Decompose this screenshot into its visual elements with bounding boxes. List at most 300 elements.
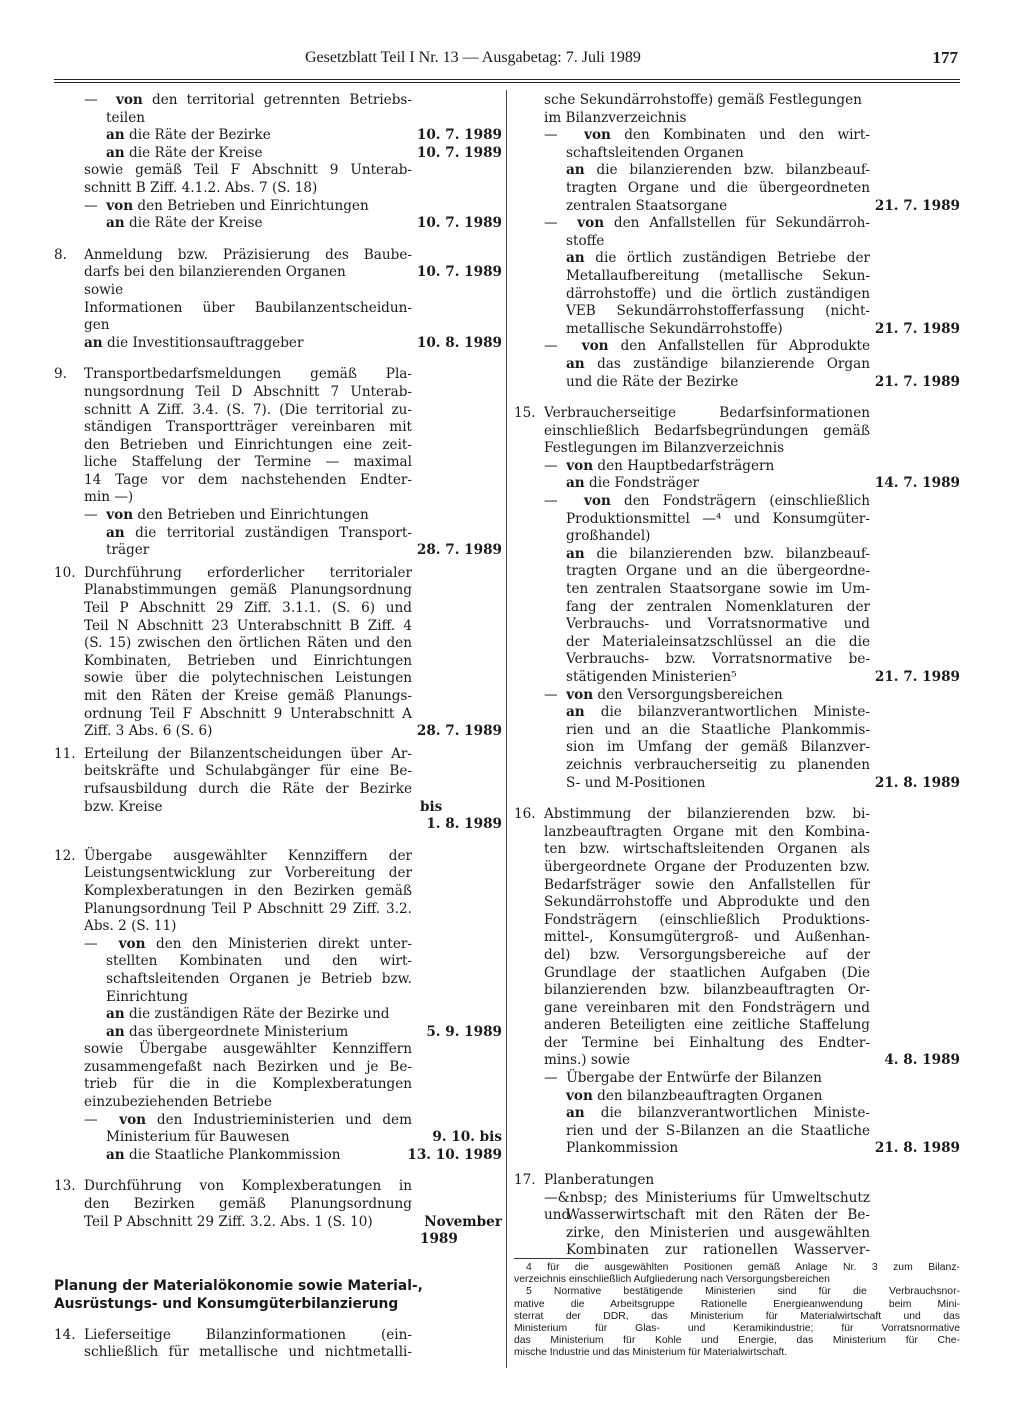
- text-line: [514, 616, 960, 634]
- line-text: rien und an die Staatliche Plankommis-: [566, 721, 870, 738]
- footnotes: [514, 1262, 960, 1360]
- text-line: [54, 1214, 502, 1232]
- line-text: Komplexberatungen in den Bezirken gemäß: [84, 882, 412, 899]
- line-text: —&nbsp; des Ministeriums für Umweltschutz und: [544, 1189, 870, 1224]
- line-text: — von den Industrieministerien und dem: [84, 1111, 412, 1128]
- text-line: [54, 1059, 502, 1077]
- line-text: der Materialeinsatzschlüssel an die die: [566, 633, 870, 650]
- line-text: mit den Räten der Kreise gemäß Planungs-: [84, 688, 412, 704]
- text-line: [54, 763, 502, 781]
- line-text: Anmeldung bzw. Präzisierung des Baube-: [84, 246, 412, 263]
- line-text: Festlegungen im Bilanzverzeichnis: [544, 440, 785, 457]
- text-line: [514, 1207, 960, 1225]
- text-line: [514, 92, 960, 110]
- text-line: [514, 268, 960, 286]
- text-line: [54, 953, 502, 971]
- text-line: [54, 816, 502, 834]
- line-text: Einrichtung: [106, 988, 188, 1005]
- footnote-line: mische Industrie und das Ministerium für Materialwirtschaft.: [514, 1347, 788, 1359]
- deadline-date: 10. 8. 1989: [416, 334, 502, 351]
- text-line: [514, 528, 960, 546]
- header-rule: [54, 79, 960, 80]
- spacer: [54, 1313, 502, 1327]
- text-line: [54, 600, 502, 618]
- line-text: Planabstimmungen gemäß Planungsordnung: [84, 582, 412, 599]
- text-line: [54, 1147, 502, 1165]
- spacer: [54, 233, 502, 247]
- text-line: [54, 247, 502, 265]
- line-text: an die bilanzverantwortlichen Ministe-: [566, 704, 870, 721]
- text-line: [54, 1041, 502, 1059]
- line-text: Kombinaten zur rationellen Wasserver-: [566, 1242, 870, 1259]
- line-text: Verbraucherseitige Bedarfsinformationen: [544, 405, 870, 422]
- text-line: [514, 775, 960, 793]
- line-text: an die Räte der Kreise: [106, 144, 263, 161]
- section-heading: Planung der Materialökonomie sowie Material-,: [54, 1277, 423, 1294]
- line-text: Wasserwirtschaft mit den Räten der Be-: [566, 1207, 870, 1224]
- page-number: 177: [932, 48, 958, 67]
- line-text: Teil P Abschnitt 29 Ziff. 3.1.1. (S. 6) und: [84, 600, 412, 617]
- deadline-date: 28. 7. 1989: [416, 542, 502, 559]
- line-text: schnitt B Ziff. 4.1.2. Abs. 7 (S. 18): [84, 179, 318, 196]
- footnote-line: das Ministerium für Kohle und Energie, das Ministerium für Che-: [514, 1335, 960, 1347]
- line-text: sowie Übergabe ausgewählter Kennziffern: [84, 1041, 412, 1058]
- text-line: [514, 493, 960, 511]
- text-line: [514, 321, 960, 339]
- line-text: sowie: [84, 281, 124, 298]
- line-text: Durchführung erforderlicher territorialer: [84, 564, 412, 581]
- text-line: [514, 511, 960, 529]
- item-number: 17.: [514, 1172, 536, 1189]
- line-text: ten bzw. wirtschaftsleitenden Organen als: [544, 841, 870, 858]
- item-number: 15.: [514, 405, 536, 422]
- text-line: [54, 507, 502, 525]
- text-line: [514, 704, 960, 722]
- text-line: [514, 215, 960, 233]
- text-line: [514, 374, 960, 392]
- line-text: schnitt A Ziff. 3.4. (S. 7). (Die territorial zu-: [84, 401, 412, 418]
- right-column: [514, 92, 960, 1260]
- line-text: — von den Hauptbedarfsträgern: [544, 457, 775, 474]
- text-line: [54, 848, 502, 866]
- line-text: — von den Kombinaten und den wirt-: [544, 127, 870, 144]
- line-text: einzubeziehenden Betriebe: [84, 1094, 272, 1111]
- line-text: stellten Kombinaten und den wirt-: [106, 953, 412, 970]
- text-line: [54, 653, 502, 671]
- deadline-date: 10. 7. 1989: [416, 144, 502, 161]
- section-heading: Ausrüstungs- und Konsumgüterbilanzierung: [54, 1295, 399, 1312]
- text-line: [514, 1172, 960, 1190]
- spacer: [54, 352, 502, 366]
- text-line: [514, 739, 960, 757]
- line-text: rien und der S-Bilanzen an die Staatliche: [566, 1122, 870, 1139]
- text-line: [54, 1112, 502, 1130]
- deadline-date: 1. 8. 1989: [426, 816, 502, 833]
- text-line: [514, 475, 960, 493]
- text-line: [514, 127, 960, 145]
- spacer: [54, 834, 502, 848]
- footnote-line: 4 für die ausgewählten Positionen gemäß Anlage Nr. 3 zum Bilanz-: [526, 1262, 960, 1273]
- line-text: trieb für die in die Komplexberatungen: [84, 1076, 412, 1093]
- line-text: an die Investitionsauftraggeber: [84, 334, 304, 351]
- text-line: [54, 565, 502, 583]
- item-number: 12.: [54, 847, 76, 864]
- line-text: an das zuständige bilanzierende Organ: [566, 355, 870, 372]
- text-line: [54, 989, 502, 1007]
- line-text: Verbrauchs- und Vorratsnormative und: [566, 616, 870, 633]
- deadline-date: 13. 10. 1989: [407, 1146, 502, 1163]
- text-line: [514, 162, 960, 180]
- text-line: [514, 546, 960, 564]
- text-line: [54, 215, 502, 233]
- deadline-date: 10. 7. 1989: [416, 215, 502, 232]
- header-title: Gesetzblatt Teil I Nr. 13 — Ausgabetag: 7. Juli 1989: [305, 49, 641, 66]
- line-text: — von den Anfallstellen für Sekundärroh-: [544, 215, 870, 232]
- deadline-date: 4. 8. 1989: [884, 1052, 960, 1069]
- text-line: [514, 1052, 960, 1070]
- text-line: [54, 437, 502, 455]
- line-text: anderen Beteiligten eine zeitliche Staffelung: [544, 1017, 870, 1034]
- deadline-date: November: [424, 1213, 502, 1230]
- line-text: metallische Sekundärrohstoffe): [566, 320, 783, 337]
- text-line: [514, 233, 960, 251]
- line-text: 14 Tage vor dem nachstehenden Endter-: [84, 471, 412, 488]
- text-line: [54, 335, 502, 353]
- line-text: — von den Fondsträgern (einschließlich: [544, 493, 870, 510]
- text-line: [514, 423, 960, 441]
- text-line: [514, 894, 960, 912]
- text-line: [54, 1178, 502, 1196]
- text-line: [514, 912, 960, 930]
- line-text: an die Räte der Bezirke: [106, 127, 271, 144]
- text-line: [54, 162, 502, 180]
- deadline-date: 21. 7. 1989: [874, 669, 960, 685]
- text-line: [514, 110, 960, 128]
- line-text: zeichnis verbraucherseitig zu planenden: [566, 756, 870, 773]
- text-line: [54, 300, 502, 318]
- text-line: [514, 669, 960, 687]
- line-text: Leistungsentwicklung zur Vorbereitung der: [84, 865, 412, 882]
- line-text: zentralen Staatsorgane: [566, 197, 728, 214]
- text-line: [54, 781, 502, 799]
- footnote-line: sterrat der DDR, das Ministerium für Materialwirtschaft und das: [514, 1310, 960, 1322]
- footnote-line: verzeichnis einschließlich Aufgliederung nach Versorgungsbereichen: [514, 1274, 830, 1286]
- line-text: Verbrauchs- bzw. Vorratsnormative be-: [566, 651, 870, 668]
- line-text: schaftsleitenden Organen: [566, 144, 744, 161]
- text-line: [514, 1105, 960, 1123]
- line-text: Teil P Abschnitt 29 Ziff. 3.2. Abs. 1 (S. 10): [84, 1213, 373, 1230]
- line-text: Plankommission: [566, 1140, 679, 1157]
- line-text: Abstimmung der bilanzierenden bzw. bi-: [544, 806, 870, 823]
- text-line: [514, 859, 960, 877]
- deadline-date: 5. 9. 1989: [426, 1023, 502, 1040]
- line-text: Grundlage der staatlichen Aufgaben (Die: [544, 964, 870, 981]
- line-text: Übergabe ausgewählter Kennziffern der: [84, 847, 412, 864]
- spacer: [514, 391, 960, 405]
- text-line: [54, 366, 502, 384]
- line-text: — von den Versorgungsbereichen: [544, 686, 783, 703]
- text-line: [514, 947, 960, 965]
- line-text: an die bilanzierenden bzw. bilanzbeauf-: [566, 162, 870, 179]
- item-number: 14.: [54, 1326, 76, 1343]
- line-text: gane vereinbaren mit den Fondsträgern und: [544, 999, 870, 1016]
- deadline-date: 10. 7. 1989: [416, 127, 502, 144]
- deadline-date: 21. 7. 1989: [874, 320, 960, 337]
- item-number: 8.: [54, 246, 67, 263]
- line-text: gen: [84, 317, 110, 334]
- text-line: [54, 384, 502, 402]
- text-line: [514, 599, 960, 617]
- line-text: an die zuständigen Räte der Bezirke und: [106, 1006, 390, 1023]
- line-text: zirke, den Ministerien und ausgewählten: [566, 1224, 870, 1241]
- line-text: sion im Umfang der gemäß Bilanzver-: [566, 739, 870, 756]
- footnote-line: 5 Normative bestätigende Ministerien sind für die Verbrauchsnor-: [526, 1286, 960, 1298]
- deadline-date: 21. 7. 1989: [874, 197, 960, 214]
- spacer: [54, 1263, 502, 1277]
- spacer: [54, 1164, 502, 1178]
- line-text: an das übergeordnete Ministerium: [106, 1023, 349, 1040]
- line-text: stätigenden Ministerien⁵: [566, 669, 737, 685]
- text-line: [514, 722, 960, 740]
- text-line: [54, 1094, 502, 1112]
- line-text: — Übergabe der Entwürfe der Bilanzen: [544, 1070, 822, 1087]
- line-text: mins.) sowie: [544, 1052, 631, 1069]
- text-line: [54, 472, 502, 490]
- line-text: sche Sekundärrohstoffe) gemäß Festlegungen: [544, 92, 862, 108]
- text-line: [514, 1140, 960, 1158]
- deadline-date: 14. 7. 1989: [874, 475, 960, 492]
- text-line: [514, 458, 960, 476]
- text-line: [54, 936, 502, 954]
- line-text: träger: [106, 542, 150, 559]
- line-text: stoffe: [566, 232, 605, 249]
- running-header: [305, 44, 960, 72]
- line-text: VEB Sekundärrohstofferfassung (nicht-: [566, 303, 870, 320]
- text-line: [54, 883, 502, 901]
- text-line: [514, 440, 960, 458]
- deadline-date: 21. 8. 1989: [874, 774, 960, 791]
- line-text: ten zentralen Staatsorgane sowie im Um-: [566, 581, 870, 598]
- line-text: därrohstoffe) und die örtlich zuständigen: [566, 285, 870, 302]
- line-text: min —): [84, 489, 134, 506]
- text-line: [54, 1129, 502, 1147]
- line-text: liche Staffelung der Termine — maximal: [84, 454, 412, 471]
- line-text: schaftsleitenden Organen je Betrieb bzw.: [106, 970, 412, 987]
- text-line: [514, 687, 960, 705]
- line-text: Planungsordnung Teil P Abschnitt 29 Ziff. 3.2.: [84, 900, 412, 917]
- left-column: [54, 92, 502, 1362]
- text-line: [54, 1196, 502, 1214]
- line-text: sowie gemäß Teil F Abschnitt 9 Unterab-: [84, 162, 412, 179]
- line-text: — von den Betrieben und Einrichtungen: [84, 197, 369, 214]
- text-line: [514, 581, 960, 599]
- line-text: tragten Organe und an die übergeordne-: [566, 563, 870, 580]
- deadline-date: 10. 7. 1989: [416, 264, 502, 281]
- text-line: [54, 799, 502, 817]
- item-number: 9.: [54, 366, 67, 383]
- line-text: Informationen über Baubilanzentscheidun-: [84, 299, 412, 316]
- text-line: [54, 542, 502, 560]
- line-text: (S. 15) zwischen den örtlichen Räten und den: [84, 635, 412, 652]
- text-line: [514, 806, 960, 824]
- text-line: [54, 688, 502, 706]
- line-text: rufsausbildung durch die Räte der Bezirke: [84, 780, 412, 797]
- line-text: Bedarfsträger sowie den Anfallstellen für: [544, 876, 870, 893]
- text-line: [514, 563, 960, 581]
- line-text: bilanzierenden bzw. bilanzbeauftragten Or-: [544, 982, 870, 999]
- deadline-date: 9. 10. bis: [432, 1129, 502, 1146]
- line-text: an die Räte der Kreise: [106, 215, 263, 232]
- text-line: [54, 635, 502, 653]
- text-line: [514, 180, 960, 198]
- line-text: an die Staatliche Plankommission: [106, 1146, 341, 1163]
- text-line: [514, 198, 960, 216]
- footnote-line: Ministerium für Glas- und Keramikindustrie; für Vorratsnormative: [514, 1322, 960, 1334]
- line-text: [84, 1231, 412, 1249]
- line-text: Kombinaten, Betrieben und Einrichtungen: [84, 652, 412, 669]
- line-text: an die Fondsträger: [566, 475, 700, 492]
- item-number: 13.: [54, 1178, 76, 1195]
- line-text: ständigen Transportträger vereinbaren mit: [84, 419, 412, 436]
- footnote-rule: [514, 1258, 594, 1259]
- footnote-line: mative die Arbeitsgruppe Rationelle Energieanwendung beim Mini-: [514, 1298, 960, 1310]
- line-text: im Bilanzverzeichnis: [544, 109, 687, 126]
- header-rule-double: [54, 82, 960, 83]
- line-text: nungsordnung Teil D Abschnitt 7 Unterab-: [84, 383, 412, 400]
- spacer: [514, 792, 960, 806]
- line-text: großhandel): [566, 528, 651, 545]
- text-line: [54, 489, 502, 507]
- text-line: [54, 901, 502, 919]
- text-line: [54, 402, 502, 420]
- text-line: [514, 286, 960, 304]
- line-text: Produktionsmittel —⁴ und Konsumgüter-: [566, 510, 870, 527]
- line-text: Transportbedarfsmeldungen gemäß Pla-: [84, 366, 412, 383]
- text-line: [54, 92, 502, 110]
- text-line: [54, 1024, 502, 1042]
- text-line: [54, 1076, 502, 1094]
- text-line: [514, 965, 960, 983]
- text-line: [514, 1017, 960, 1035]
- text-line: [514, 929, 960, 947]
- deadline-date: 21. 8. 1989: [874, 1140, 960, 1157]
- line-text: von den bilanzbeauftragten Organen: [566, 1087, 823, 1104]
- text-line: [54, 127, 502, 145]
- spacer: [514, 1158, 960, 1172]
- line-text: bzw. Kreise: [84, 798, 163, 815]
- line-text: den Bezirken gemäß Planungsordnung: [84, 1196, 412, 1213]
- text-line: [54, 723, 502, 741]
- text-line: [514, 356, 960, 374]
- item-number: 16.: [514, 806, 536, 823]
- line-text: — von den Anfallstellen für Abprodukte: [544, 338, 870, 355]
- line-text: übergeordnete Organe der Produzenten bzw.: [544, 858, 870, 875]
- text-line: [514, 757, 960, 775]
- text-line: [54, 419, 502, 437]
- text-line: [514, 145, 960, 163]
- line-text: — von den territorial getrennten Betriebs-: [84, 92, 412, 108]
- line-text: tragten Organe und die übergeordneten: [566, 179, 870, 196]
- deadline-date: bis: [420, 798, 443, 815]
- text-line: [54, 582, 502, 600]
- text-line: [514, 1035, 960, 1053]
- line-text: an die territorial zuständigen Transport-: [106, 524, 412, 541]
- deadline-date: 28. 7. 1989: [416, 723, 502, 740]
- spacer: [54, 1249, 502, 1263]
- text-line: [514, 1123, 960, 1141]
- text-line: [514, 1225, 960, 1243]
- line-text: einschließlich Bedarfsbegründungen gemäß: [544, 422, 870, 439]
- text-line: [514, 1088, 960, 1106]
- line-text: Lieferseitige Bilanzinformationen (ein-: [84, 1326, 412, 1343]
- line-text: sowie über die polytechnischen Leistungen: [84, 670, 412, 687]
- item-number: 11.: [54, 745, 76, 762]
- text-line: [54, 865, 502, 883]
- text-line: [54, 706, 502, 724]
- line-text: — von den den Ministerien direkt unter-: [84, 935, 412, 952]
- text-line: [54, 317, 502, 335]
- text-line: [54, 618, 502, 636]
- line-text: Ziff. 3 Abs. 6 (S. 6): [84, 723, 213, 740]
- line-text: den Betrieben und Einrichtungen eine zeit-: [84, 436, 412, 453]
- line-text: Abs. 2 (S. 11): [84, 918, 177, 935]
- line-text: Sekundärrohstoffe und Abprodukte und den: [544, 894, 870, 911]
- text-line: [54, 1344, 502, 1362]
- deadline-date: 21. 7. 1989: [874, 373, 960, 390]
- line-text: Planberatungen: [544, 1172, 655, 1189]
- line-text: darfs bei den bilanzierenden Organen: [84, 264, 346, 281]
- line-text: fang der zentralen Nomenklaturen der: [566, 598, 870, 615]
- line-text: beitskräfte und Schulabgänger für eine Be-: [84, 763, 412, 780]
- text-line: [514, 651, 960, 669]
- line-text: an die bilanzierenden bzw. bilanzbeauf-: [566, 545, 870, 562]
- deadline-date: 1989: [420, 1231, 458, 1248]
- text-line: [514, 982, 960, 1000]
- text-line: [54, 746, 502, 764]
- column-divider: [506, 90, 507, 1368]
- text-line: [54, 198, 502, 216]
- line-text: Erteilung der Bilanzentscheidungen über Ar-: [84, 745, 412, 762]
- line-text: Ministerium für Bauwesen: [106, 1129, 290, 1146]
- text-line: [514, 1000, 960, 1018]
- text-line: [514, 1070, 960, 1088]
- line-text: der Termine bei Einhaltung des Endter-: [544, 1034, 870, 1051]
- line-text: S- und M-Positionen: [566, 774, 706, 791]
- text-line: [514, 877, 960, 895]
- text-line: [514, 634, 960, 652]
- text-line: [514, 250, 960, 268]
- text-line: [514, 338, 960, 356]
- line-text: lanzbeauftragten Organe mit den Kombina-: [544, 823, 870, 840]
- line-text: Metallaufbereitung (metallische Sekun-: [566, 267, 870, 284]
- text-line: [514, 405, 960, 423]
- text-line: [54, 670, 502, 688]
- text-line: [54, 971, 502, 989]
- line-text: zusammengefaßt nach Bezirken und je Be-: [84, 1058, 412, 1075]
- text-line: [54, 1327, 502, 1345]
- text-line: [54, 454, 502, 472]
- line-text: teilen: [106, 109, 146, 126]
- line-text: Teil N Abschnitt 23 Unterabschnitt B Ziff. 4: [84, 617, 412, 634]
- line-text: an die örtlich zuständigen Betriebe der: [566, 250, 870, 267]
- text-line: [514, 841, 960, 859]
- line-text: ordnung Teil F Abschnitt 9 Unterabschnitt A: [84, 705, 412, 722]
- text-line: [54, 282, 502, 300]
- text-line: [54, 918, 502, 936]
- text-line: [54, 110, 502, 128]
- line-text: [84, 816, 412, 834]
- line-text: — von den Betrieben und Einrichtungen: [84, 507, 369, 524]
